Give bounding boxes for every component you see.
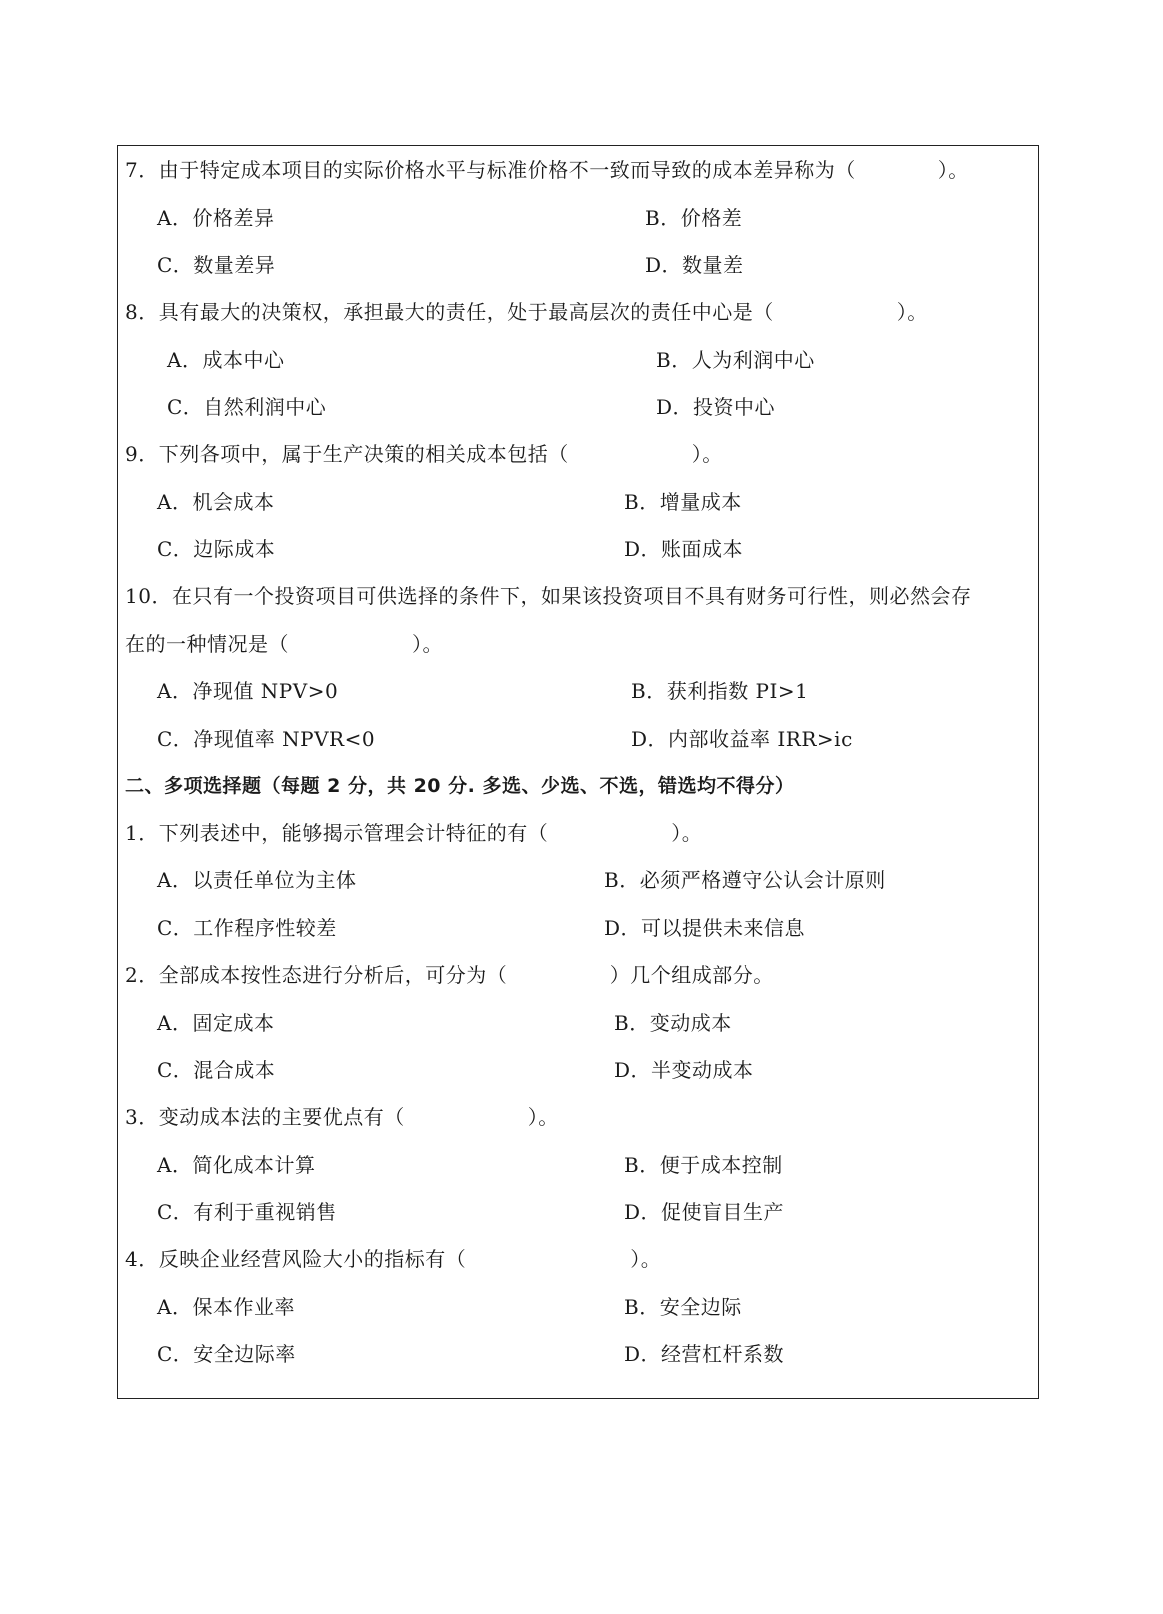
q9-option-a: A．机会成本 (157, 490, 275, 514)
m3-stem: 3．变动成本法的主要优点有（ ）。 (125, 1105, 559, 1129)
m4-option-d: D．经营杠杆系数 (624, 1342, 785, 1366)
m2-option-c: C．混合成本 (157, 1058, 276, 1082)
q10-stem-line1: 10．在只有一个投资项目可供选择的条件下，如果该投资项目不具有财务可行性，则必然会存 (125, 584, 972, 608)
q7-option-b: B．价格差 (645, 206, 743, 230)
q8-option-d: D．投资中心 (656, 395, 776, 419)
m2-option-d: D．半变动成本 (614, 1058, 754, 1082)
m1-option-b: B．必须严格遵守公认会计原则 (604, 868, 886, 892)
m1-stem: 1．下列表述中，能够揭示管理会计特征的有（ ）。 (125, 821, 703, 845)
m3-option-a: A．简化成本计算 (157, 1153, 316, 1177)
m4-option-b: B．安全边际 (624, 1295, 742, 1319)
q7-option-d: D．数量差 (645, 253, 744, 277)
q10-stem-line2: 在的一种情况是（ ）。 (125, 632, 443, 656)
q8-stem: 8．具有最大的决策权，承担最大的责任，处于最高层次的责任中心是（ ）。 (125, 300, 928, 324)
q8-option-c: C．自然利润中心 (167, 395, 327, 419)
m1-option-c: C．工作程序性较差 (157, 916, 337, 940)
q10-option-c: C．净现值率 NPVR<0 (157, 727, 376, 751)
q9-option-d: D．账面成本 (624, 537, 744, 561)
q9-option-b: B．增量成本 (624, 490, 742, 514)
m3-option-c: C．有利于重视销售 (157, 1200, 337, 1224)
q7-stem: 7．由于特定成本项目的实际价格水平与标准价格不一致而导致的成本差异称为（ ）。 (125, 158, 969, 182)
m4-stem: 4．反映企业经营风险大小的指标有（ ）。 (125, 1247, 662, 1271)
q10-option-d: D．内部收益率 IRR>ic (631, 727, 853, 751)
m1-option-a: A．以责任单位为主体 (157, 868, 357, 892)
q10-option-b: B．获利指数 PI>1 (631, 679, 809, 703)
section-title: 二、多项选择题（每题 2 分，共 20 分. 多选、少选、不选，错选均不得分） (125, 775, 795, 797)
q9-stem: 9．下列各项中，属于生产决策的相关成本包括（ ）。 (125, 442, 723, 466)
q8-option-a: A．成本中心 (167, 348, 285, 372)
q8-option-b: B．人为利润中心 (656, 348, 815, 372)
q7-option-c: C．数量差异 (157, 253, 276, 277)
m3-option-d: D．促使盲目生产 (624, 1200, 785, 1224)
m3-option-b: B．便于成本控制 (624, 1153, 783, 1177)
m2-option-b: B．变动成本 (614, 1011, 732, 1035)
m4-option-a: A．保本作业率 (157, 1295, 295, 1319)
m2-option-a: A．固定成本 (157, 1011, 275, 1035)
m2-stem: 2．全部成本按性态进行分析后，可分为（ ）几个组成部分。 (125, 963, 774, 987)
q7-option-a: A．价格差异 (157, 206, 275, 230)
m4-option-c: C．安全边际率 (157, 1342, 296, 1366)
q9-option-c: C．边际成本 (157, 537, 276, 561)
q10-option-a: A．净现值 NPV>0 (157, 679, 339, 703)
m1-option-d: D．可以提供未来信息 (604, 916, 806, 940)
